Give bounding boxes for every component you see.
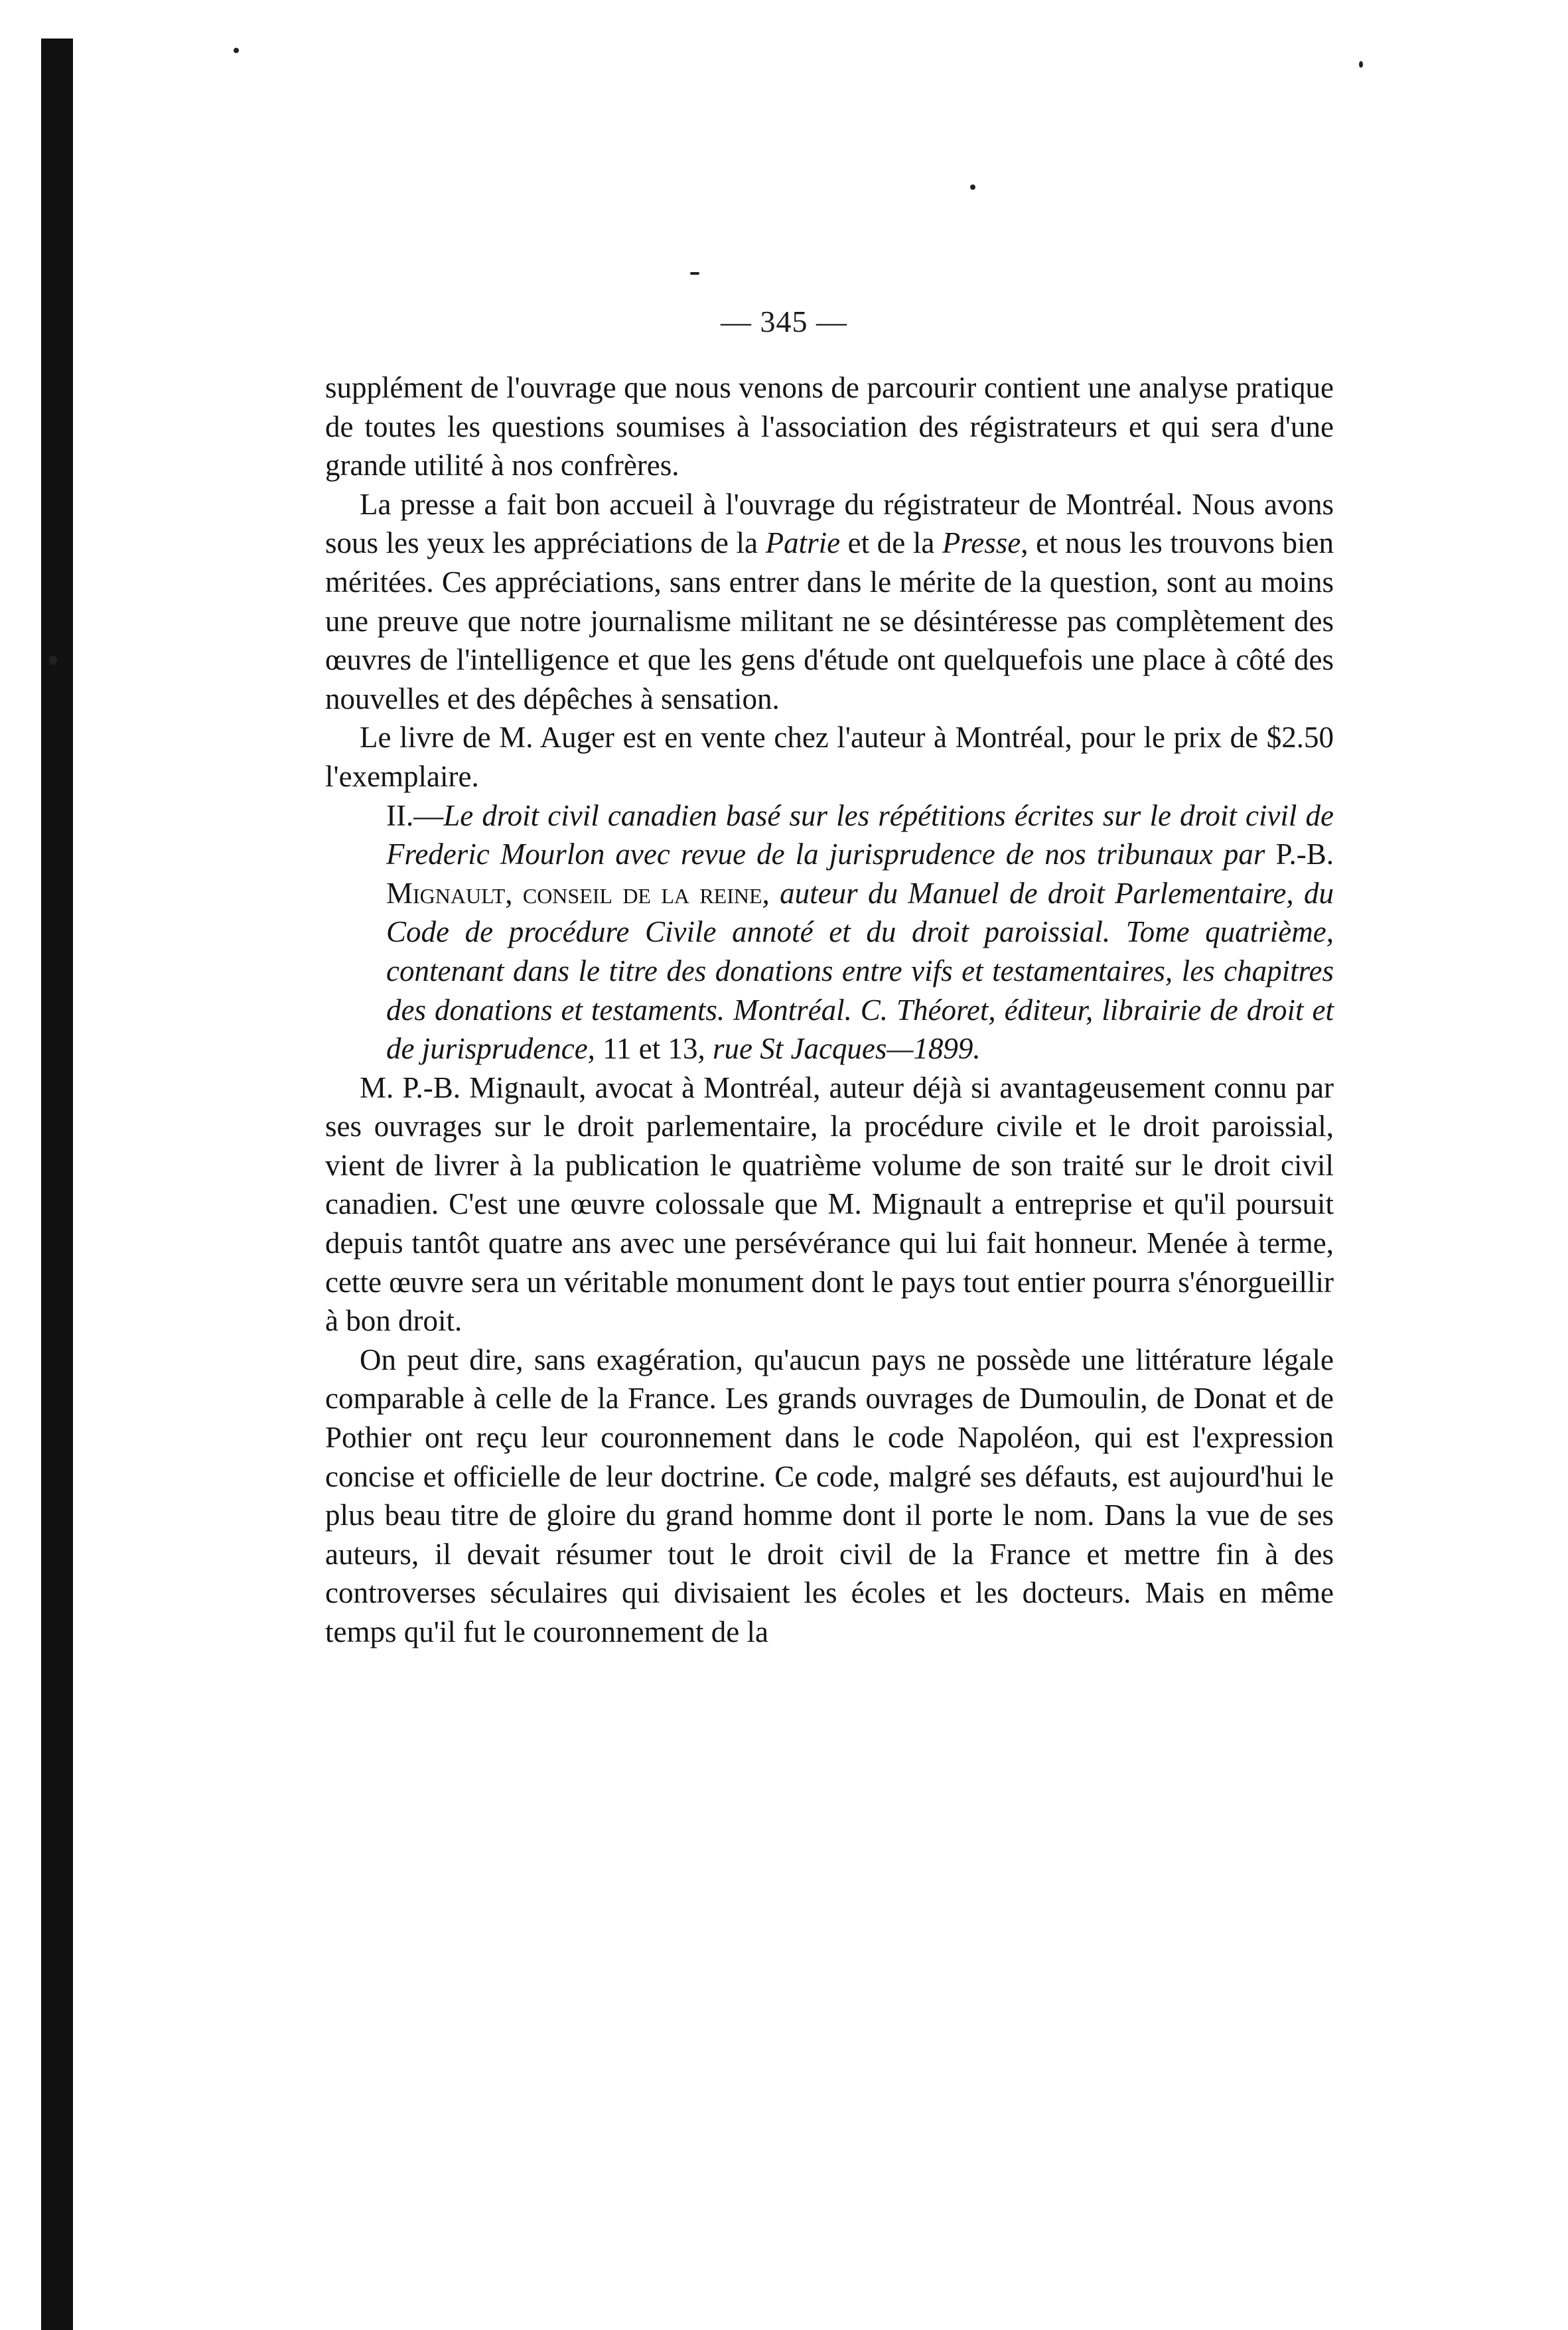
newspaper-title-presse: Presse bbox=[942, 526, 1021, 560]
scan-speck bbox=[1359, 61, 1363, 68]
paragraph-french-literature: On peut dire, sans exagération, qu'aucun pays ne possède une littérature légale comparable à celle de la France. Les grands ouvrages de Dumoulin, de Donat et de Pothier ont reçu leur couronnement dans le code Napoléon, qui est l'expression concise et officielle de leur doctrine. Ce code, malgré ses défauts, est aujourd'hui le plus beau titre de gloire du grand homme dont il porte le nom. Dans la vue de ses auteurs, il devait résumer tout le droit civil de la France et mettre fin à des controverses séculaires qui divisaient les écoles et les docteurs. Mais en même temps qu'il fut le couronnement de la bbox=[325, 1343, 1334, 1648]
text-run: La presse a fait bon accueil à l'ouvrage du régistrateur de Montréal. Nous avons sous les yeux les appréciations de la bbox=[325, 487, 1334, 560]
newspaper-title-patrie: Patrie bbox=[765, 526, 841, 560]
paragraph-press-reception bbox=[325, 485, 1334, 719]
article-body bbox=[325, 368, 1334, 1652]
notice-address-numbers: 11 et 13 bbox=[603, 1032, 698, 1066]
notice-number: II.— bbox=[386, 798, 444, 832]
binding-shadow bbox=[41, 38, 73, 2330]
scan-speck bbox=[970, 184, 975, 190]
page-number: — 345 — bbox=[721, 305, 847, 338]
paragraph-mignault: M. P.-B. Mignault, avocat à Montréal, auteur déjà si avantageusement connu par ses ouvrages sur le droit parlementaire, la procédure civile et le droit paroissial, vient de livrer à la publication le quatrième volume de son traité sur le droit civil canadien. C'est une œuvre colossale que M. Mignault a entreprise et qu'il poursuit depuis tantôt quatre ans avec une persévérance qui lui fait honneur. Menée à terme, cette œuvre sera un véritable monument dont le pays tout entier pourra s'énorgueillir à bon droit. bbox=[325, 1070, 1334, 1338]
scan-speck bbox=[234, 48, 239, 53]
scan-speck bbox=[49, 656, 57, 665]
paragraph-continuation: supplément de l'ouvrage que nous venons de parcourir contient une analyse pratique de toutes les questions soumises à l'association des régistrateurs et qui sera d'une grande utilité à nos confrères. bbox=[325, 371, 1334, 482]
text-run: , et nous les trouvons bien méritées. Ces appréciations, sans entrer dans le mérite de la question, sont au moins une preuve que notre journalisme militant ne se désintéresse pas complètement des œuvres de l'intelligence et que les gens d'étude ont quelquefois une place à côté des nouvelles et des dépêches à sensation. bbox=[325, 526, 1334, 715]
notice-title: Le droit civil canadien basé sur les répétitions écrites sur le droit civil de Frederic Mourlon avec revue de la jurisprudence de nos tribunaux par bbox=[386, 798, 1334, 871]
paragraph-price: Le livre de M. Auger est en vente chez l'auteur à Montréal, pour le prix de $2.50 l'exemplaire. bbox=[325, 721, 1334, 793]
notice-address-tail: , rue St Jacques—1899. bbox=[697, 1032, 981, 1066]
bibliographic-notice bbox=[325, 796, 1334, 1068]
scan-speck bbox=[690, 272, 699, 275]
notice-author: P.-B. Mignault, conseil de la reine bbox=[386, 837, 1334, 910]
text-run: et de la bbox=[840, 526, 942, 560]
notice-details: , auteur du Manuel de droit Parlementaire, du Code de procédure Civile annoté et du droit paroissial. Tome quatrième, contenant dans le titre des donations entre vifs et testamentaires, les chapitres des donations et testaments. Montréal. C. Théoret, éditeur, librairie de droit et de jurisprudence, bbox=[386, 876, 1334, 1066]
